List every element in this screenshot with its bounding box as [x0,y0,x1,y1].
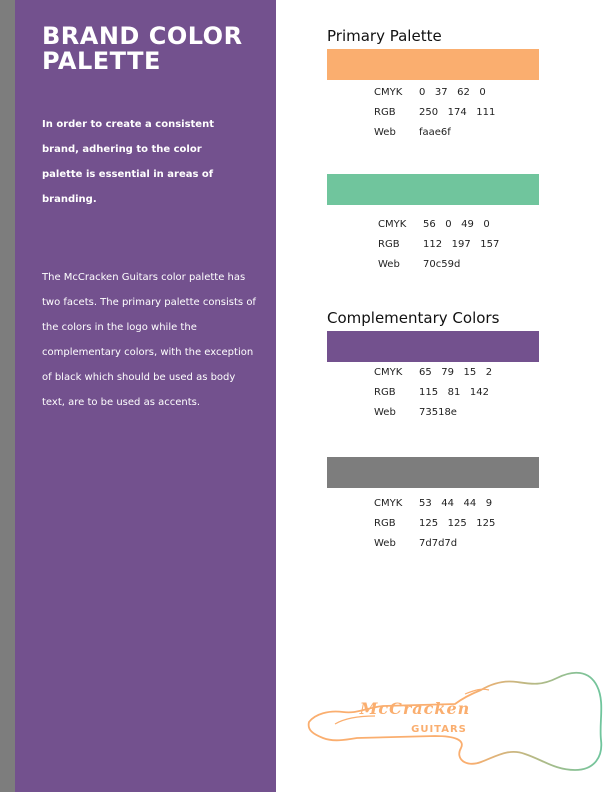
web-value: 70c59d [423,259,461,270]
rgb-label: RGB [378,239,400,250]
cmyk-row [378,215,499,235]
cmyk-label: CMYK [374,367,403,378]
web-label: Web [374,538,396,549]
rgb-row [374,103,495,123]
cmyk-row [374,363,492,383]
page-title [42,24,262,74]
rgb-value: 125 125 125 [419,518,496,529]
swatch-gray [327,457,539,488]
color-codes-gray [374,494,495,554]
rgb-value: 250 174 111 [419,107,496,118]
web-label: Web [374,127,396,138]
rgb-label: RGB [374,387,396,398]
cmyk-value: 56 0 49 0 [423,219,490,230]
web-row [374,123,495,143]
cmyk-value: 0 37 62 0 [419,87,486,98]
rgb-label: RGB [374,107,396,118]
cmyk-row [374,83,495,103]
cmyk-label: CMYK [378,219,407,230]
guitar-outline-icon [309,673,602,770]
cmyk-label: CMYK [374,87,403,98]
rgb-value: 112 197 157 [423,239,500,250]
logo-wordmark: McCracken [359,699,471,718]
cmyk-row [374,494,495,514]
cmyk-value: 65 79 15 2 [419,367,493,378]
title-line-2: PALETTE [42,47,161,75]
web-row [374,534,495,554]
web-value: 73518e [419,407,457,418]
cmyk-label: CMYK [374,498,403,509]
web-value: faae6f [419,127,451,138]
cmyk-value: 53 44 44 9 [419,498,493,509]
complementary-colors-heading: Complementary Colors [327,309,500,327]
mccracken-guitars-logo [305,664,605,774]
rgb-row [374,514,495,534]
web-label: Web [378,259,400,270]
body-paragraph: The McCracken Guitars color palette has two facets. The primary palette consists of the colors in the logo while the complementary colors, with the exception of black which should be used as body text, are to be used as accents. [42,272,256,408]
logo-subtitle: GUITARS [411,724,467,735]
swatch-purple [327,331,539,362]
title-line-1: BRAND COLOR [42,22,243,50]
swatch-green [327,174,539,205]
rgb-row [378,235,499,255]
web-label: Web [374,407,396,418]
primary-palette-heading: Primary Palette [327,27,442,45]
web-row [378,255,499,275]
web-value: 7d7d7d [419,538,458,549]
swatch-orange [327,49,539,80]
intro-paragraph: In order to create a consistent brand, adhering to the color palette is essential in areas of branding. [42,119,214,205]
rgb-label: RGB [374,518,396,529]
color-codes-orange [374,83,495,143]
color-codes-green [378,215,499,275]
rgb-value: 115 81 142 [419,387,489,398]
color-codes-purple [374,363,492,423]
rgb-row [374,383,492,403]
web-row [374,403,492,423]
left-gray-strip [0,0,15,792]
